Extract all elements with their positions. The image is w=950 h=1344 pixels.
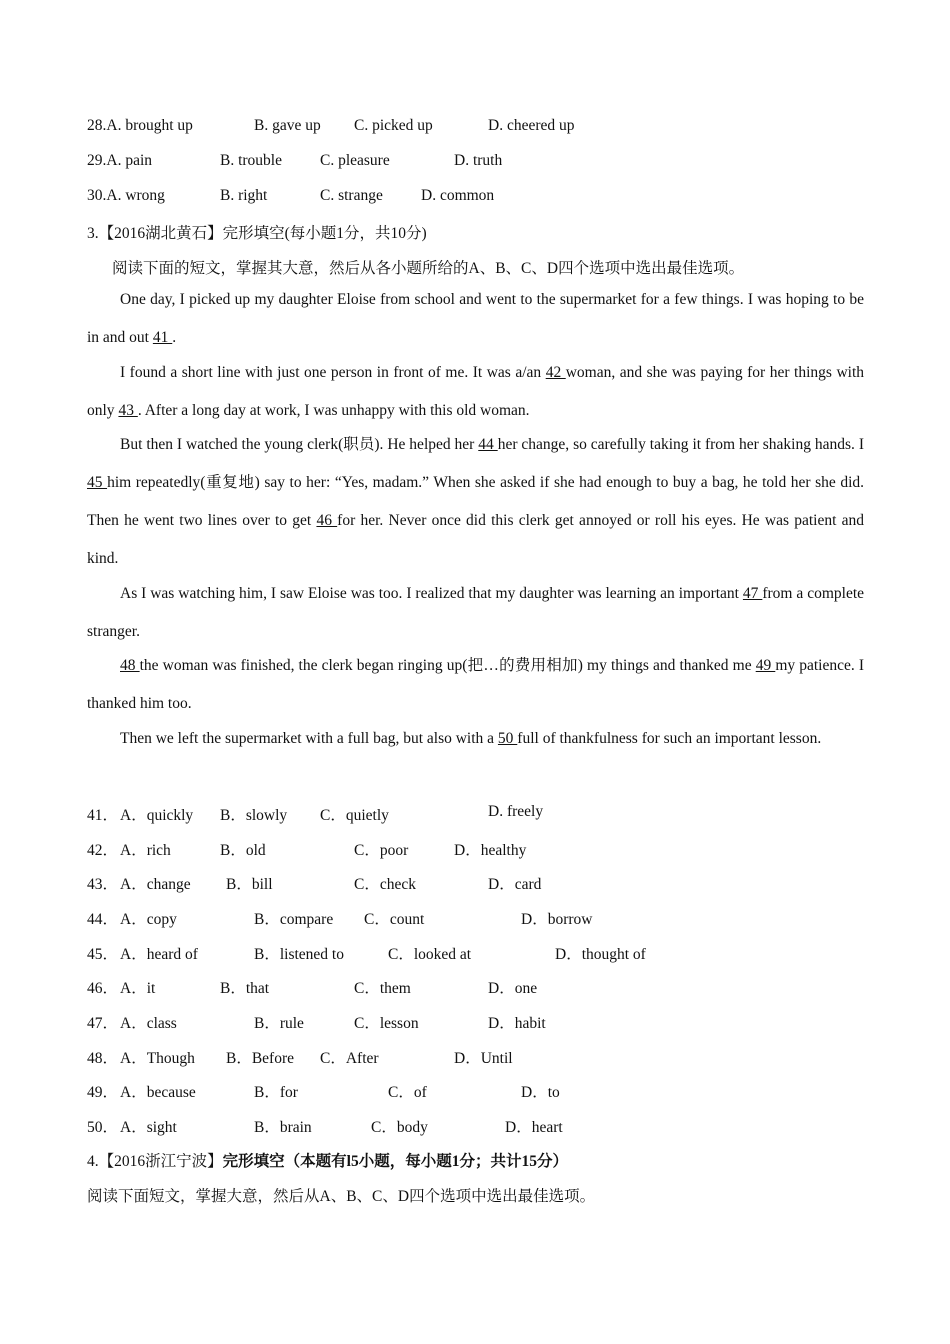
option-c: C. picked up — [354, 117, 433, 134]
option-c: C．of — [388, 1084, 427, 1101]
blank-47: 47 — [742, 585, 763, 602]
option-b: B．brain — [254, 1119, 312, 1136]
option-d: D．to — [521, 1084, 560, 1101]
passage-paragraph: I found a short line with just one person in front of me. It was a/an 42 woman, and she was paying for her things with only 43 . After a long day at work, I was unhappy with this old woman. — [87, 364, 865, 419]
option-d: D．card — [488, 876, 542, 893]
option-b: B．Before — [226, 1050, 295, 1067]
passage-paragraph: As I was watching him, I saw Eloise was too. I realized that my daughter was learning an important 47 from a complete stranger. — [87, 585, 865, 640]
blank-49: 49 — [755, 657, 776, 674]
section-heading: 4.【2016浙江宁波】完形填空（本题有l5小题，每小题1分；共计15分） — [87, 1153, 568, 1170]
option-a: A．because — [120, 1084, 196, 1101]
option-c: C．looked at — [388, 946, 472, 963]
question-number: 42． — [87, 842, 119, 859]
option-c: C．check — [354, 876, 416, 893]
passage-paragraph: But then I watched the young clerk(职员). He helped her 44 her change, so carefully taking it from her shaking hands. I 45 him repeatedly(重复地) say to her: “Yes, madam.” When she asked if she had enough to buy a bag, he told her she did. Then he went two lines over to get 46 for her. Never once did this clerk get annoyed or roll his eyes. He was patient and kind. — [87, 436, 865, 567]
blank-41: 41 — [152, 329, 173, 346]
passage-paragraph: Then we left the supermarket with a full bag, but also with a 50 full of thankfulness for such an important lesson. — [120, 730, 822, 747]
question-number: 48． — [87, 1050, 119, 1067]
section-instruction: 阅读下面短文，掌握大意，然后从A、B、C、D四个选项中选出最佳选项。 — [87, 1188, 596, 1205]
option-d: D．one — [488, 980, 538, 997]
option-a: A．change — [120, 876, 191, 893]
option-d: D. common — [421, 187, 495, 204]
blank-43: 43 — [118, 402, 138, 419]
option-a: A．Though — [120, 1050, 195, 1067]
option-c: C．body — [371, 1119, 428, 1136]
blank-44: 44 — [478, 436, 498, 453]
option-b: B．rule — [254, 1015, 304, 1032]
option-c: C．lesson — [354, 1015, 419, 1032]
question-number-option-a: 28.A. brought up — [87, 117, 193, 134]
option-b: B. trouble — [220, 152, 282, 169]
option-d: D．Until — [454, 1050, 513, 1067]
question-number: 44． — [87, 911, 119, 928]
option-b: B．compare — [254, 911, 334, 928]
blank-45: 45 — [87, 474, 108, 491]
option-b: B. gave up — [254, 117, 321, 134]
question-number: 45． — [87, 946, 119, 963]
option-b: B．old — [220, 842, 266, 859]
question-number-option-a: 30.A. wrong — [87, 187, 165, 204]
option-b: B. right — [220, 187, 268, 204]
question-number: 47． — [87, 1015, 119, 1032]
passage-paragraph: 48 the woman was finished, the clerk began ringing up(把…的费用相加) my things and thanked me 49 my patience. I thanked him too. — [87, 657, 865, 712]
blank-48: 48 — [120, 657, 140, 674]
blank-42: 42 — [545, 364, 566, 381]
option-c: C．count — [364, 911, 425, 928]
option-c: C．poor — [354, 842, 409, 859]
option-b: B．listened to — [254, 946, 344, 963]
passage-paragraph: One day, I picked up my daughter Eloise from school and went to the supermarket for a few things. I was hoping to be in and out 41 . — [87, 291, 864, 346]
option-d: D. freely — [488, 803, 544, 820]
option-d: D．habit — [488, 1015, 546, 1032]
question-number: 41． — [87, 807, 119, 824]
option-d: D. truth — [454, 152, 503, 169]
option-c: C．quietly — [320, 807, 389, 824]
option-a: A．sight — [120, 1119, 177, 1136]
option-a: A．heard of — [120, 946, 198, 963]
option-d: D．heart — [505, 1119, 563, 1136]
question-number: 43． — [87, 876, 119, 893]
option-d: D．healthy — [454, 842, 527, 859]
option-d: D．borrow — [521, 911, 593, 928]
option-a: A．rich — [120, 842, 171, 859]
section-instruction: 阅读下面的短文，掌握其大意，然后从各小题所给的A、B、C、D四个选项中选出最佳选项。 — [112, 260, 745, 277]
blank-46: 46 — [316, 512, 338, 529]
option-b: B．slowly — [220, 807, 288, 824]
option-c: C. pleasure — [320, 152, 390, 169]
option-a: A．quickly — [120, 807, 194, 824]
question-number-option-a: 29.A. pain — [87, 152, 153, 169]
question-number: 50． — [87, 1119, 119, 1136]
option-d: D. cheered up — [488, 117, 575, 134]
option-c: C. strange — [320, 187, 383, 204]
question-number: 49． — [87, 1084, 119, 1101]
section-heading: 3.【2016湖北黄石】完形填空(每小题1分，共10分) — [87, 225, 427, 242]
option-a: A．it — [120, 980, 156, 997]
option-b: B．for — [254, 1084, 298, 1101]
option-c: C．After — [320, 1050, 379, 1067]
blank-50: 50 — [497, 730, 518, 747]
option-c: C．them — [354, 980, 411, 997]
option-d: D．thought of — [555, 946, 646, 963]
option-b: B．bill — [226, 876, 273, 893]
option-b: B．that — [220, 980, 270, 997]
option-a: A．copy — [120, 911, 177, 928]
option-a: A．class — [120, 1015, 177, 1032]
question-number: 46． — [87, 980, 119, 997]
